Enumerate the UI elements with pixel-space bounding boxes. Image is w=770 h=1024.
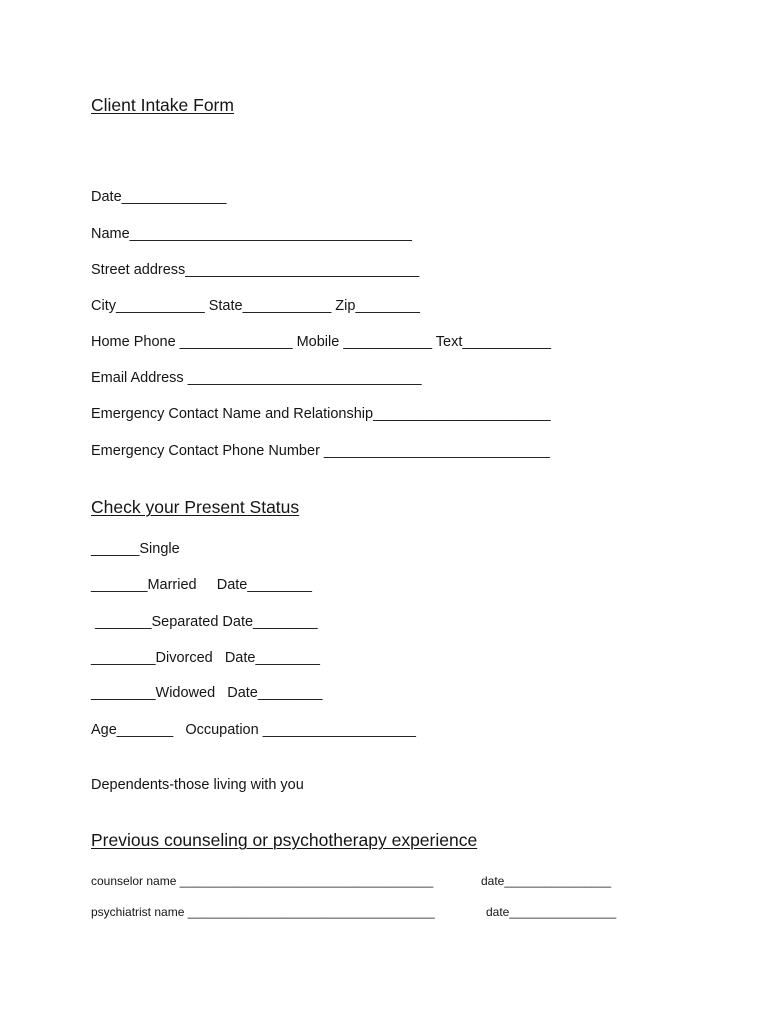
age-occupation-fields[interactable]: Age_______ Occupation ___________________ bbox=[91, 722, 416, 738]
status-single-field[interactable]: ______Single bbox=[91, 541, 180, 557]
status-widowed-field[interactable]: ________Widowed Date________ bbox=[91, 685, 323, 701]
status-section-heading: Check your Present Status bbox=[91, 497, 300, 517]
email-field[interactable]: Email Address _____________________________ bbox=[91, 370, 422, 386]
previous-counseling-heading: Previous counseling or psychotherapy experience bbox=[91, 830, 478, 850]
status-married-field[interactable]: _______Married Date________ bbox=[91, 577, 312, 593]
form-title: Client Intake Form bbox=[91, 95, 234, 115]
status-divorced-field[interactable]: ________Divorced Date________ bbox=[91, 650, 320, 666]
counselor-date-field[interactable]: date________________ bbox=[481, 874, 612, 888]
date-field[interactable]: Date_____________ bbox=[91, 189, 227, 205]
status-separated-field[interactable]: _______Separated Date________ bbox=[91, 614, 318, 630]
street-address-field[interactable]: Street address_____________________________ bbox=[91, 262, 420, 278]
emergency-phone-field[interactable]: Emergency Contact Phone Number ____________________________ bbox=[91, 443, 550, 459]
psychiatrist-name-field[interactable]: psychiatrist name _____________________________________ bbox=[91, 905, 435, 919]
counselor-name-field[interactable]: counselor name ______________________________________ bbox=[91, 874, 434, 888]
city-state-zip-fields[interactable]: City___________ State___________ Zip________ bbox=[91, 298, 420, 314]
phone-fields[interactable]: Home Phone ______________ Mobile ___________ Text___________ bbox=[91, 334, 552, 350]
emergency-contact-field[interactable]: Emergency Contact Name and Relationship______________________ bbox=[91, 406, 551, 422]
dependents-label: Dependents-those living with you bbox=[91, 777, 304, 793]
name-field[interactable]: Name___________________________________ bbox=[91, 226, 412, 242]
psychiatrist-date-field[interactable]: date________________ bbox=[486, 905, 617, 919]
